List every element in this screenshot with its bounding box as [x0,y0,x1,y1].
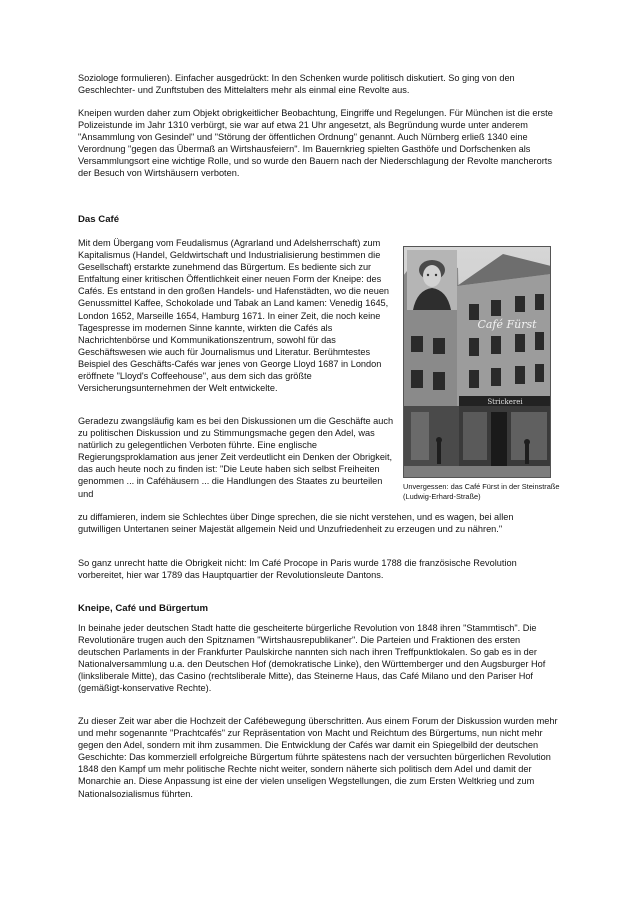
shop-sign-text: Strickerei [487,398,523,406]
facade-sign-text: Café Fürst [477,318,537,331]
paragraph-intro: Soziologe formulieren). Einfacher ausgedrückt: In den Schenken wurde politisch diskutiert. So ging von den Geschlechter- und Zunftstuben des Mittelalters mehr als einmal eine Revolte aus. [78,73,515,96]
heading-kneipe-cafe-buergertum: Kneipe, Café und Bürgertum [78,603,209,614]
paragraph-cafe-origin: Mit dem Übergang vom Feudalismus (Agrarland und Adelsherrschaft) zum Kapitalismus (Handel, Geldwirtschaft und Industrialisierung bestimmen die Gesellschaft) erstarkte zunehmend das Bürgertum. Es bediente sich zur Entfaltung einer kritischen Öffentlichkeit einer neuen Form der Kneipe: des Cafés. Es entstand in den großen Handels- und Hafenstädten, wo die neuen Genussmittel Kaffee, Schokolade und Tabak an Land kamen: Venedig 1645, London 1652, Marseille 1654, Hamburg 1671. In einer Zeit, die noch keine Tagespresse im modernen Sinne kannte, wirkten die Cafés als Nachrichtenbörse und Kommunikationszentrum, sowohl für das Geschäftswesen wie auch für Journalismus und Literatur. Berühmtestes Beispiel des Geschäfts-Cafés war jenes von George Lloyd 1687 in London eröffnete "Lloyd's Coffeehouse", aus dem sich das größte Versicherungsunternehmen der Welt entwickelte. [78,238,390,394]
paragraph-cafe-politics-continued: zu diffamieren, indem sie Schlechtes über Dinge sprechen, die sie nicht verstehen, und es wagen, bei allen gutwilligen Untertanen seiner Majestät allgemein Neid und Unzufriedenheit zu erzeugen und zu nähren." [78,512,514,535]
heading-das-cafe: Das Café [78,214,120,225]
paragraph-stammtisch: In beinahe jeder deutschen Stadt hatte die gescheiterte bürgerliche Revolution von 1848 ihren "Stammtisch". Die Revolutionäre trugen auch den Spitznamen "Wirtshausrepublikaner". Die Parteien und Fraktionen des ersten deutschen Parlaments in der Frankfurter Paulskirche nannten sich nach ihren Treffpunktlokalen. So gab es in der Nationalversammlung u.a. den Deutschen Hof (demokratische Linke), den Württemberger und den Augsburger Hof (linksliberale Mitte), das Casino (rechtsliberale Mitte), das Steinerne Haus, das Café Milano und den Pariser Hof (gemäßigt-konservative Rechte). [78,623,546,694]
paragraph-cafe-procope: So ganz unrecht hatte die Obrigkeit nicht: Im Café Procope in Paris wurde 1788 die französische Revolution vorbereitet, hier war 1789 das Hauptquartier der Revolutionsleute Dantons. [78,558,517,581]
cafe-fuerst-photo [403,246,551,478]
paragraph-prachtcafes: Zu dieser Zeit war aber die Hochzeit der Cafébewegung überschritten. Aus einem Forum der Diskussion wurden mehr und mehr sogenannte "Prachtcafés" zur Repräsentation von Macht und Reichtum des Bürgertums, nun nicht mehr gegen den Adel, sondern mit ihm zusammen. Die Entwicklung der Cafés war damit ein Spiegelbild der deutschen Geschichte: Das kommerziell erfolgreiche Bürgertum führte spätestens nach der versuchten bürgerlichen Revolution 1848 den Kampf um mehr politische Rechte nicht weiter, sondern näherte sich politisch dem Adel und damit der Monarchie an. Diese Anpassung ist eine der vielen unseligen Wegstellungen, die zum Ersten Weltkrieg und zum Nationalsozialismus führten. [78,716,558,799]
paragraph-regulation: Kneipen wurden daher zum Objekt obrigkeitlicher Beobachtung, Eingriffe und Regelungen. Für München ist die erste Polizeistunde im Jahr 1310 verbürgt, sie war auf etwa 21 Uhr angesetzt, als Begründung wurde unter anderem "Ansammlung von Gesindel" und "Störung der öffentlichen Ordnung" genannt. Auch Nürnberg erließ 1340 eine Verordnung "gegen das Übermaß an Wirtshausfeiern". Im Bauernkrieg spielten Gasthöfe und Dorfschenken als Versammlungsort eine wichtige Rolle, und so wurde den Bauern nach der Niederschlagung der Revolte mancherorts der Besuch von Wirtshäusern verboten. [78,108,553,179]
paragraph-cafe-politics: Geradezu zwangsläufig kam es bei den Diskussionen um die Geschäfte auch zu politischen Diskussion und zu Stimmungsmache gegen den Adel, was natürlich zu gelegentlichen Verboten führte. Eine englische Regierungsproklamation aus jener Zeit verdeutlicht ein Denken der Obrigkeit, das auch heute noch zu finden ist: "Die Leute haben sich selbst Freiheiten genommen ... in Caféhäusern ... die Handlungen des Staates zu beurteilen und [78,416,394,499]
photo-caption: Unvergessen: das Café Fürst in der Steinstraße (Ludwig-Erhard-Straße) [403,482,560,501]
